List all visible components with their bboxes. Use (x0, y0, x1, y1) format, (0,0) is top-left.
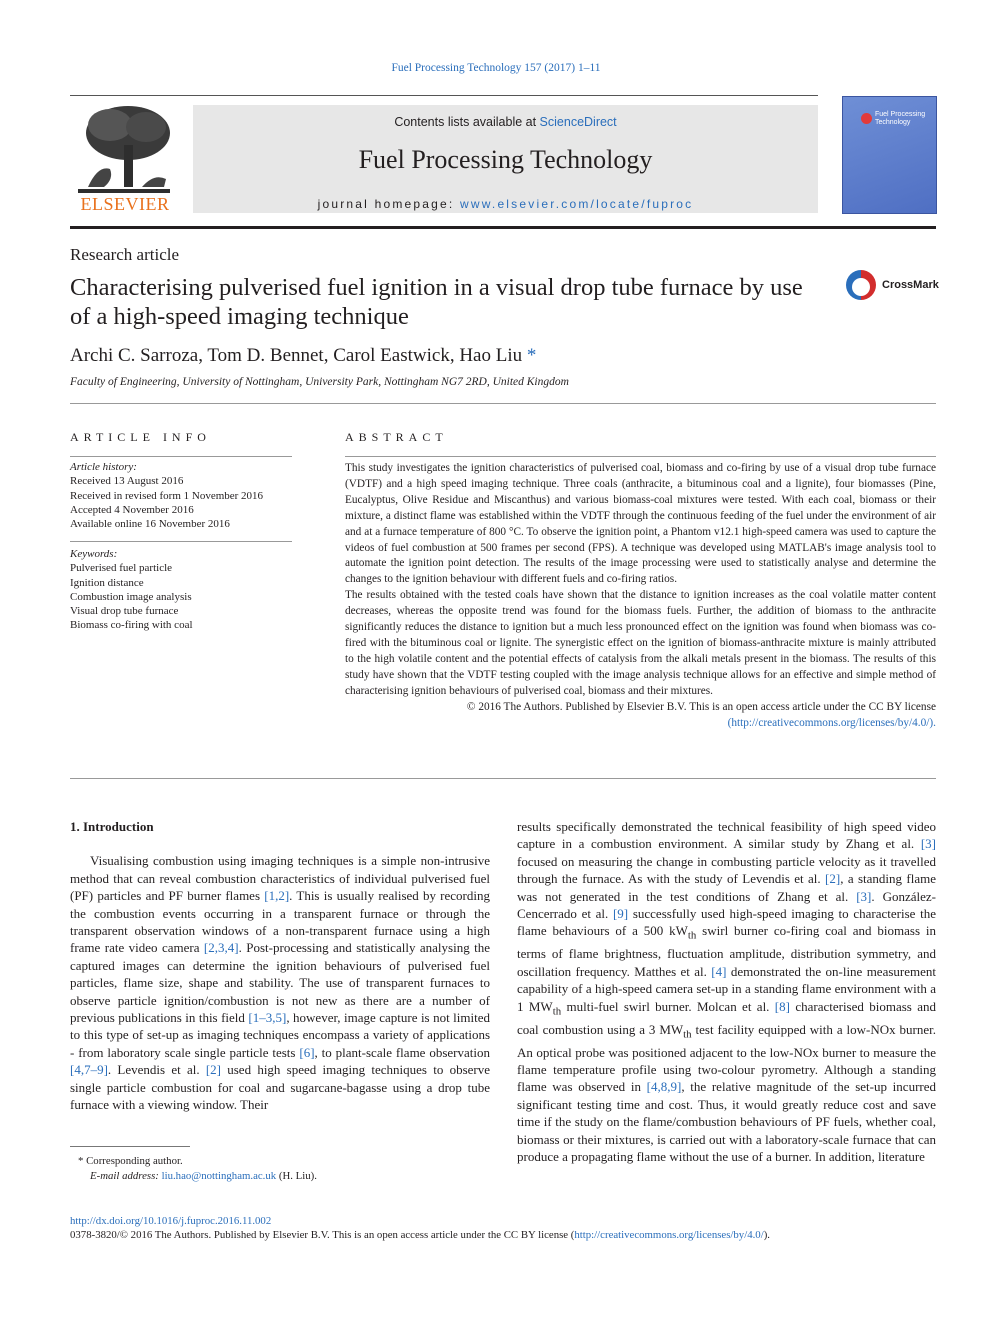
cover-title: Fuel Processing Technology (875, 111, 926, 126)
contents-prefix: Contents lists available at (394, 115, 540, 129)
cover-logo-icon (861, 113, 872, 124)
citation-link[interactable]: [2,3,4] (203, 940, 239, 956)
crossmark-label: CrossMark (882, 279, 939, 291)
text-run: . Levendis et al. (107, 1062, 206, 1078)
text-run: , however, image capture is not limited to this type of set-up as imaging techniques encompass a variety of applications - from laboratory scale single particle tests (70, 1010, 490, 1060)
issn-line (70, 1229, 770, 1241)
issn-end: ). (763, 1229, 770, 1241)
citation-link[interactable]: [8] (774, 998, 790, 1014)
footer-license-link[interactable]: http://creativecommons.org/licenses/by/4.0/ (574, 1229, 764, 1241)
email-label: E-mail address: (90, 1170, 162, 1182)
homepage-link[interactable]: www.elsevier.com/locate/fuproc (459, 197, 694, 211)
footnote-rule (70, 1146, 190, 1147)
divider (70, 403, 936, 404)
journal-masthead (70, 95, 936, 225)
citation-link[interactable]: [1–3,5] (248, 1010, 287, 1026)
journal-name: Fuel Processing Technology (358, 145, 653, 174)
section-heading: 1. Introduction (70, 819, 154, 834)
keyword-item: Ignition distance (70, 576, 144, 589)
citation-link[interactable]: [2] (825, 871, 841, 887)
citation-link[interactable]: [9] (612, 906, 629, 922)
citation-link[interactable]: [6] (299, 1044, 315, 1060)
text-run: . Post-processing and statistically analysing the captured images can determine the ignition behaviours of pulverised fuel particles, flame size, shape and stability. The use of transparent furnaces to observe particle ignition/combustion is not new as there are a number of previous publications in this field (70, 940, 491, 1026)
article-title: Characterising pulverised fuel ignition in a visual drop tube furnace by use of a high-speed imaging technique (70, 274, 803, 330)
email-link[interactable]: liu.hao@nottingham.ac.uk (161, 1170, 277, 1182)
masthead-bottom-rule (70, 226, 936, 229)
author-list (70, 345, 536, 367)
elsevier-tree-icon (70, 103, 180, 195)
subscript: th (687, 930, 697, 943)
text-run: multi-fuel swirl burner. Molcan et al. (561, 998, 775, 1014)
body-column-right (517, 818, 936, 1166)
text-run: . This is usually realised by recording the combustion events occurring in a transparent furnace or through the transparent observation windows of a non-transparent furnace using a high frame rate video camera (70, 888, 490, 956)
footnote-label: Corresponding author. (86, 1155, 183, 1167)
journal-citation[interactable]: Fuel Processing Technology 157 (2017) 1–11 (391, 62, 601, 74)
text-run: focused on measuring the change in combusting particle velocity as it travelled through the furnace. As with the study of Levendis et al. (517, 853, 936, 887)
masthead-top-rule (70, 95, 818, 96)
text-run: characterised biomass and coal combustion using a 3 MW (517, 998, 936, 1037)
keyword-item: Combustion image analysis (70, 590, 192, 603)
article-type: Research article (70, 245, 180, 264)
journal-banner (193, 105, 818, 213)
license-link[interactable]: (http://creativecommons.org/licenses/by/4.0/). (727, 716, 936, 729)
email-suffix: (H. Liu). (276, 1170, 317, 1182)
citation-link[interactable]: [4,7–9] (70, 1062, 108, 1078)
contents-line (193, 115, 818, 129)
text-run: , a standing flame was not generated in the test conditions of Zhang et al. (517, 871, 936, 904)
history-item: Accepted 4 November 2016 (70, 503, 194, 516)
divider (70, 778, 936, 779)
doi-link[interactable]: http://dx.doi.org/10.1016/j.fuproc.2016.11.002 (70, 1215, 272, 1227)
text-run: used high speed imaging techniques to observe single particle combustion for coal and sugarcane-bagasse using a drop tube furnace with a viewing window. Their (70, 1062, 490, 1113)
elsevier-logo (70, 103, 180, 215)
abstract-copyright (345, 700, 936, 732)
homepage-line (193, 197, 818, 211)
article-history (70, 460, 292, 531)
divider (345, 456, 936, 457)
keywords-label: Keywords: (70, 548, 118, 560)
history-item: Available online 16 November 2016 (70, 518, 230, 531)
history-label: Article history: (70, 461, 137, 473)
text-run: , to plant-scale flame observation (314, 1044, 490, 1060)
sciencedirect-link[interactable]: ScienceDirect (539, 115, 617, 129)
text-run: Visualising combustion using imaging techniques is a simple non-intrusive method that can reveal combustion characteristics of individual pulverised fuel (PF) particles and PF burner flames (70, 853, 490, 904)
citation-link[interactable]: [3] (856, 888, 872, 904)
copyright-text: © 2016 The Authors. Published by Elsevier B.V. This is an open access article under the CC BY license (466, 700, 936, 713)
text-run: results specifically demonstrated the technical feasibility of high speed video capture in a combustion environment. A similar study by Zhang et al. (517, 819, 936, 852)
text-run: demonstrated the on-line measurement capability of a high-speed camera set-up in a standing flame environment with a 1 MW (517, 963, 936, 1014)
keyword-item: Pulverised fuel particle (70, 562, 173, 575)
body-paragraph (517, 818, 936, 1166)
divider (70, 541, 292, 542)
footnote (70, 1154, 490, 1184)
subscript: th (683, 1028, 692, 1041)
divider (70, 456, 292, 457)
authors-text: Archi C. Sarroza, Tom D. Bennet, Carol Eastwick, Hao Liu (70, 345, 523, 366)
history-item: Received 13 August 2016 (70, 475, 184, 488)
abstract-paragraph: The results obtained with the tested coals have shown that the distance to ignition increases as the coal volatile matter content decreases, whereas the opposite trend was found for the biomass fuels. Further, the addition of biomass to the anthracite significantly reduces the distance to ignition but a much less pronounced effect on the ignition was found when biomass was co-fired with the bituminous coal or lignite. The synergistic effect on the ignition of biomass-anthracite mixture is mainly attributed to the high volatile content and the potential effects of catalysis from the alkali metals present in the biomass. The results of this study have shown that the VDTF testing coupled with the image analysis technique allows for an effective and simple method of characterising ignition behaviours of pulverised coal, biomass and their mixtures. (345, 589, 936, 697)
text-run: swirl burner co-firing coal and biomass in terms of flame brightness, fluctuation amplitude, distribution symmetry, and oscillation frequency. Matthes et al. (517, 923, 936, 979)
citation-link[interactable]: [2] (205, 1062, 221, 1078)
article-info-heading: ARTICLE INFO (70, 430, 211, 444)
homepage-prefix: journal homepage: (317, 197, 460, 211)
body-column-left (70, 818, 490, 1114)
journal-cover-thumbnail[interactable] (842, 96, 937, 214)
intro-paragraph (70, 852, 490, 1113)
citation-link[interactable]: [4] (711, 963, 727, 979)
abstract-heading: ABSTRACT (345, 430, 448, 444)
keywords (70, 547, 292, 633)
citation-link[interactable]: [4,8,9] (646, 1079, 682, 1095)
corresponding-author-mark[interactable]: * (526, 345, 537, 366)
abstract-body (345, 461, 936, 731)
citation-link[interactable]: [1,2] (264, 888, 290, 904)
keyword-item: Biomass co-firing with coal (70, 619, 193, 632)
issn-text: 0378-3820/© 2016 The Authors. Published by Elsevier B.V. This is an open access article under the CC BY license ( (70, 1229, 575, 1241)
crossmark-badge[interactable] (846, 268, 939, 304)
history-item: Received in revised form 1 November 2016 (70, 489, 264, 502)
citation-link[interactable]: [3] (920, 836, 936, 852)
keyword-item: Visual drop tube furnace (70, 605, 179, 618)
abstract-paragraph: This study investigates the ignition characteristics of pulverised coal, biomass and co-firing by use of a visual drop tube furnace (VDTF) and a high speed imaging technique. Three coals (anthracite, a bituminous coal and a lignite), four biomasses (Pine, Eucalyptus, Olive Residue and Miscanthus) and various biomass-coal mixtures were tested. With each coal, biomass or their mixture, a distinct flame was established within the VDTF through the continuous feeding of the fuel under the environment of air and at a furnace temperature of 800 °C. To observe the ignition point, a Phantom v12.1 high-speed camera was used to capture the videos of fuel combustion at 500 frames per second (FPS). A technique was developed using MATLAB's image analysis tool to automate the ignition point detection. The results of the image processing were used to statistically analyse and determine the changes to the ignition behaviour with different fuels and co-firing ratios. (345, 462, 936, 586)
text-run: , the relative magnitude of the set-up incurred significant testing time and cost. Thus, it would greatly reduce cost and save time if the study on the flame/combustion behaviours of PF fuels, whether coal, biomass or their mixtures, is carried out with a laboratory-scale furnace that can produce a propagating flame without the use of a burner. In addition, literature (517, 1079, 936, 1165)
text-run: test facility equipped with a low-NOx burner. An optical probe was positioned adjacent to the low-NOx burner to measure the flame temperature profile using two-colour pyrometry. Although a standing flame was observed in (517, 1021, 936, 1095)
affiliation: Faculty of Engineering, University of Nottingham, University Park, Nottingham NG7 2RD, United Kingdom (70, 376, 569, 388)
footnote-mark: * (78, 1155, 84, 1167)
publisher-wordmark: ELSEVIER (80, 194, 170, 214)
subscript: th (552, 1005, 562, 1018)
crossmark-icon (846, 270, 876, 300)
text-run: successfully used high-speed imaging to characterise the flame behaviours of a 500 kW (517, 906, 936, 939)
text-run: . González-Cencerrado et al. (517, 888, 936, 922)
